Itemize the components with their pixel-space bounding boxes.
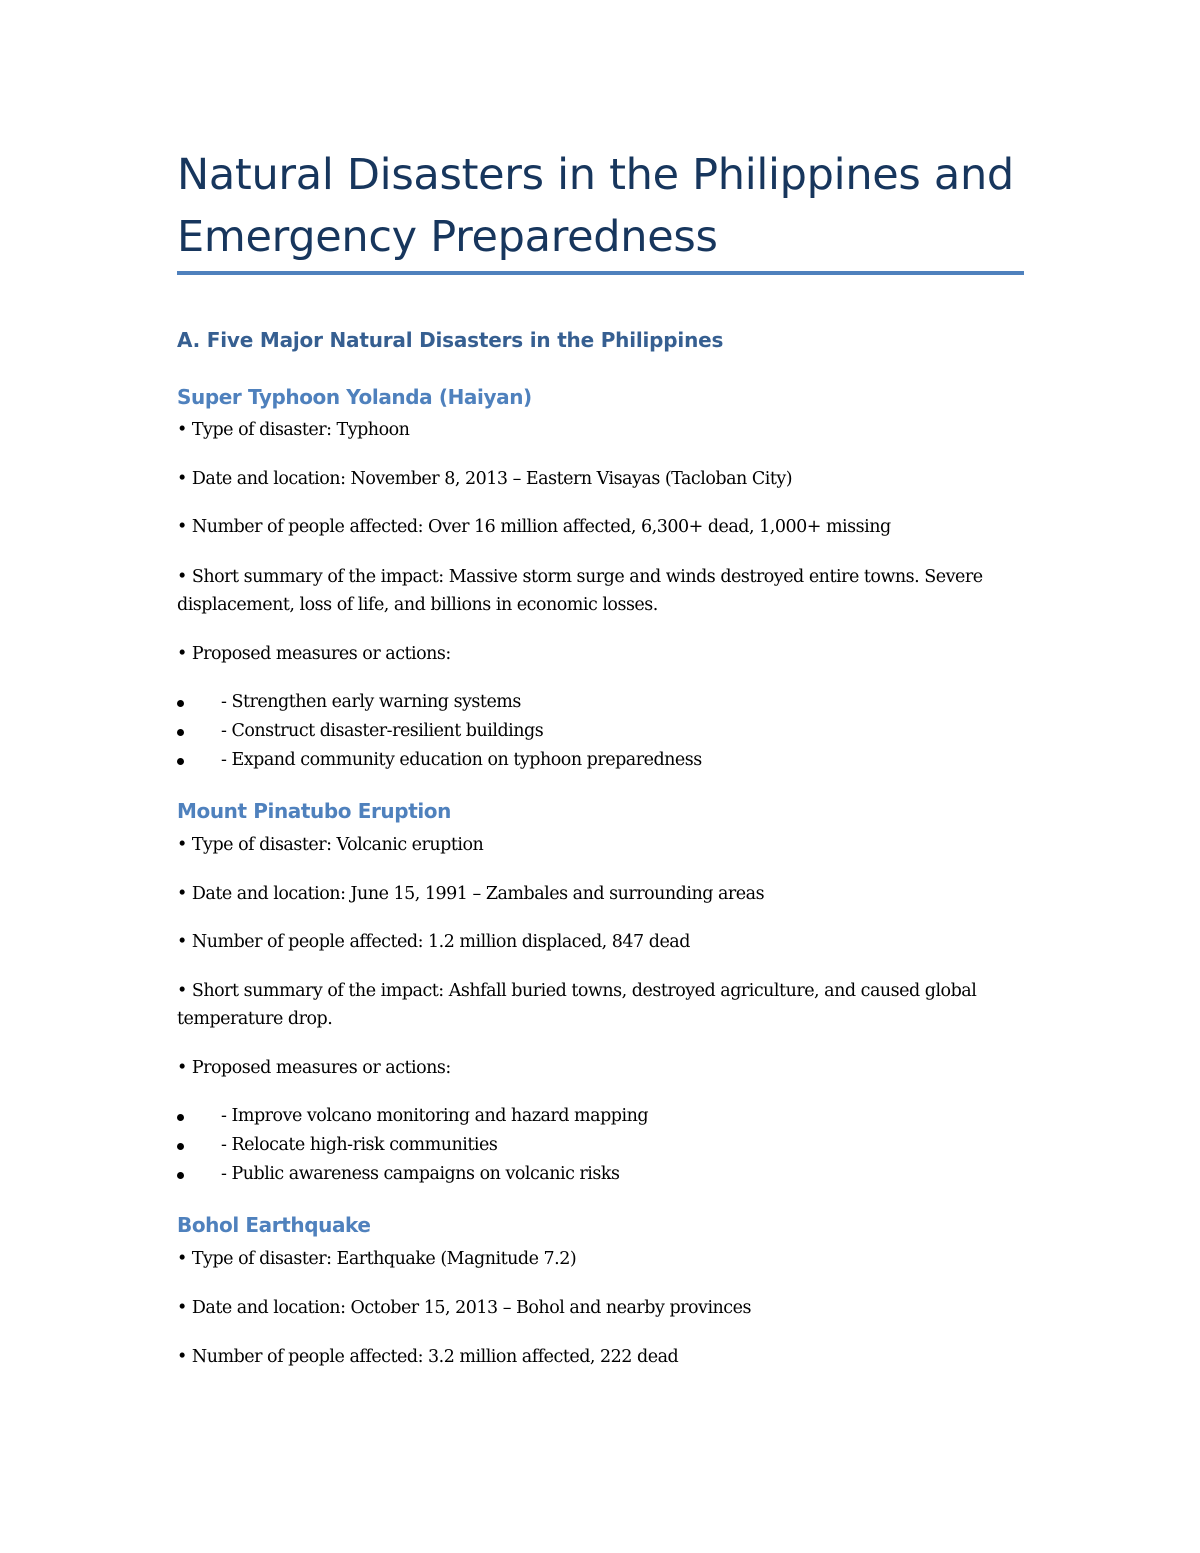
measure-text: - Construct disaster-resilient buildings	[221, 721, 544, 741]
list-item	[177, 688, 1024, 717]
measures-list	[177, 1102, 1024, 1189]
bullet-icon	[177, 758, 184, 765]
list-item	[177, 746, 1024, 775]
disaster-type: • Type of disaster: Typhoon	[177, 420, 410, 440]
document-title: Natural Disasters in the Philippines and Emergency Preparedness	[177, 150, 1014, 262]
section-heading: A. Five Major Natural Disasters in the Philippines	[177, 328, 724, 352]
measure-text: - Relocate high-risk communities	[221, 1135, 498, 1155]
disaster-heading: Super Typhoon Yolanda (Haiyan)	[177, 385, 532, 409]
disaster-date-location: • Date and location: November 8, 2013 – Eastern Visayas (Tacloban City)	[177, 469, 793, 489]
disaster-people-affected: • Number of people affected: 3.2 million affected, 222 dead	[177, 1347, 679, 1367]
measure-text: - Improve volcano monitoring and hazard mapping	[221, 1106, 649, 1126]
list-item	[177, 1131, 1024, 1160]
disaster-heading: Bohol Earthquake	[177, 1213, 371, 1237]
disaster-people-affected: • Number of people affected: 1.2 million displaced, 847 dead	[177, 932, 690, 952]
document-page	[177, 0, 1024, 1553]
disaster-date-location: • Date and location: June 15, 1991 – Zambales and surrounding areas	[177, 884, 765, 904]
list-item	[177, 717, 1024, 746]
disaster-summary: • Short summary of the impact: Massive storm surge and winds destroyed entire towns. Severe displacement, loss of life, and billions in economic losses.	[177, 567, 983, 615]
measures-list	[177, 688, 1024, 775]
list-item	[177, 1102, 1024, 1131]
disaster-people-affected: • Number of people affected: Over 16 million affected, 6,300+ dead, 1,000+ missing	[177, 517, 891, 537]
title-underline-rule	[177, 271, 1024, 275]
list-item	[177, 1160, 1024, 1189]
bullet-icon	[177, 729, 184, 736]
bullet-icon	[177, 1114, 184, 1121]
bullet-icon	[177, 700, 184, 707]
measure-text: - Expand community education on typhoon preparedness	[221, 750, 702, 770]
disaster-type: • Type of disaster: Volcanic eruption	[177, 835, 484, 855]
measures-label: • Proposed measures or actions:	[177, 1058, 451, 1078]
measures-label: • Proposed measures or actions:	[177, 644, 451, 664]
bullet-icon	[177, 1143, 184, 1150]
disaster-summary: • Short summary of the impact: Ashfall buried towns, destroyed agriculture, and caused global temperature drop.	[177, 981, 977, 1029]
disaster-heading: Mount Pinatubo Eruption	[177, 799, 451, 823]
bullet-icon	[177, 1172, 184, 1179]
measure-text: - Public awareness campaigns on volcanic risks	[221, 1164, 620, 1184]
disaster-date-location: • Date and location: October 15, 2013 – Bohol and nearby provinces	[177, 1298, 751, 1318]
disaster-type: • Type of disaster: Earthquake (Magnitude 7.2)	[177, 1249, 577, 1269]
measure-text: - Strengthen early warning systems	[221, 692, 521, 712]
